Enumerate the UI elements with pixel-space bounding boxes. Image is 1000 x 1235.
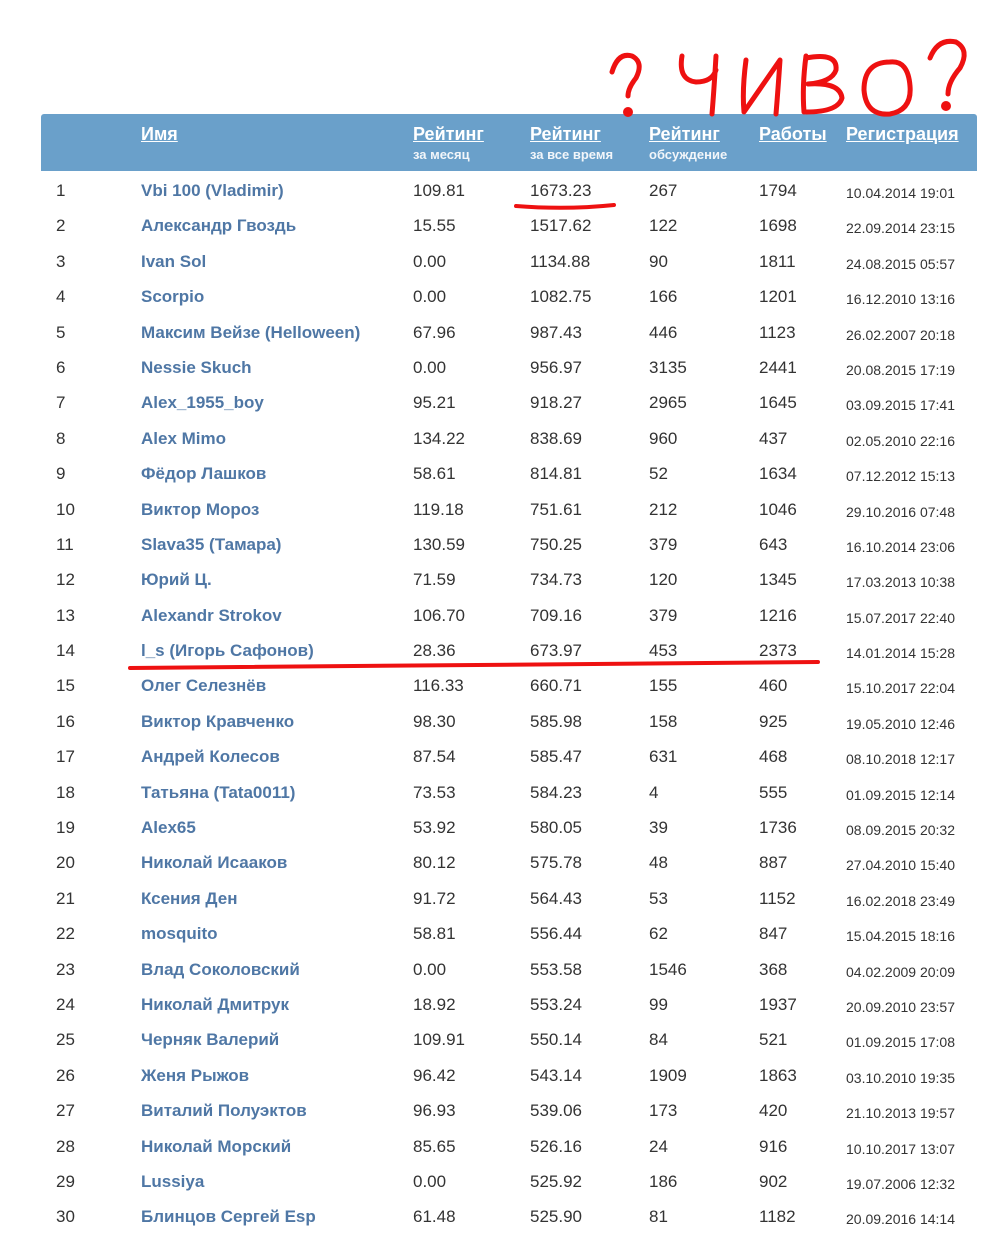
user-name-link[interactable]: Черняк Валерий — [141, 1030, 280, 1050]
row-number: 16 — [56, 711, 75, 731]
rating-month: 61.48 — [413, 1207, 456, 1227]
works-count: 1794 — [759, 181, 797, 200]
header-rating-all-sub: за все время — [530, 147, 614, 162]
registration-date: 16.12.2010 13:16 — [846, 291, 955, 308]
registration-date: 17.03.2013 10:38 — [846, 574, 955, 591]
user-name-link[interactable]: Виталий Полуэктов — [141, 1101, 307, 1121]
header-rating-discussion-sub: обсуждение — [649, 147, 728, 162]
rating-month: 85.65 — [413, 1136, 456, 1156]
row-number: 27 — [56, 1101, 75, 1121]
rating-month: 15.55 — [413, 216, 456, 236]
works-count: 1698 — [759, 216, 797, 236]
rating-month: 0.00 — [413, 959, 447, 979]
rating-discussion: 166 — [649, 287, 678, 307]
rating-all-time: 750.25 — [530, 534, 582, 554]
registration-date: 10.10.2017 13:07 — [846, 1140, 955, 1157]
works-count: 1152 — [759, 888, 796, 908]
rating-all-time: 709.16 — [530, 605, 582, 625]
user-name-link[interactable]: Ксения Ден — [141, 888, 238, 908]
rating-all-time: 550.14 — [530, 1030, 582, 1050]
user-name-link[interactable]: Николай Морский — [141, 1136, 292, 1156]
rating-discussion: 453 — [649, 641, 678, 661]
rating-discussion: 84 — [649, 1030, 668, 1050]
rating-month: 95.21 — [413, 393, 456, 413]
user-name-link[interactable]: Scorpio — [141, 287, 205, 307]
rating-discussion: 99 — [649, 994, 668, 1014]
table-row — [0, 527, 1000, 562]
table-row — [0, 952, 1000, 987]
registration-date: 14.01.2014 15:28 — [846, 645, 955, 662]
user-name-link[interactable]: Alex_1955_boy — [141, 393, 264, 413]
registration-date: 10.04.2014 19:01 — [846, 185, 955, 201]
registration-date: 15.07.2017 22:40 — [846, 609, 955, 626]
user-name-link[interactable]: Alex Mimo — [141, 428, 227, 448]
rating-discussion: 52 — [649, 464, 668, 484]
row-number: 23 — [56, 959, 75, 979]
user-name-link[interactable]: l_s (Игорь Сафонов) — [141, 641, 314, 661]
rating-all-time: 539.06 — [530, 1101, 582, 1121]
table-row — [0, 1093, 1000, 1128]
rating-discussion: 158 — [649, 711, 678, 731]
user-name-link[interactable]: Влад Соколовский — [141, 959, 300, 979]
user-name-link[interactable]: Vbi 100 (Vladimir) — [141, 181, 284, 200]
user-name-link[interactable]: Андрей Колесов — [141, 747, 280, 767]
rating-discussion: 48 — [649, 853, 668, 873]
header-rating-discussion-link[interactable]: Рейтинг — [649, 124, 720, 144]
row-number: 28 — [56, 1136, 75, 1156]
row-number: 8 — [56, 428, 66, 448]
works-count: 368 — [759, 959, 788, 979]
header-rating-month[interactable] — [413, 123, 484, 163]
rating-month: 58.61 — [413, 464, 456, 484]
registration-date: 15.10.2017 22:04 — [846, 680, 955, 697]
table-row — [0, 987, 1000, 1022]
row-number: 17 — [56, 747, 75, 767]
user-name-link[interactable]: Александр Гвоздь — [141, 216, 297, 236]
works-count: 847 — [759, 924, 788, 944]
row-number: 9 — [56, 464, 66, 484]
header-rating-all-link[interactable]: Рейтинг — [530, 124, 601, 144]
row-number: 14 — [56, 641, 75, 661]
table-row — [0, 668, 1000, 703]
user-name-link[interactable]: Николай Исааков — [141, 853, 288, 873]
registration-date: 20.08.2015 17:19 — [846, 361, 955, 378]
rating-all-time: 525.90 — [530, 1207, 582, 1227]
rating-all-time: 575.78 — [530, 853, 582, 873]
rating-all-time: 556.44 — [530, 924, 582, 944]
rating-all-time: 553.58 — [530, 959, 582, 979]
rating-all-time: 660.71 — [530, 676, 582, 696]
registration-date: 15.04.2015 18:16 — [846, 928, 955, 945]
works-count: 1736 — [759, 818, 797, 838]
registration-date: 27.04.2010 15:40 — [846, 857, 955, 874]
user-name-link[interactable]: Женя Рыжов — [141, 1065, 250, 1085]
letter-o-icon — [864, 62, 910, 114]
row-number: 15 — [56, 676, 75, 696]
user-name-link[interactable]: Максим Вейзе (Helloween) — [141, 322, 361, 342]
header-rating-month-link[interactable]: Рейтинг — [413, 124, 484, 144]
header-rating-month-sub: за месяц — [413, 147, 470, 162]
rating-month: 0.00 — [413, 1171, 447, 1191]
rating-all-time: 1673.23 — [530, 181, 592, 200]
user-name-link[interactable]: Блинцов Сергей Esp — [141, 1207, 316, 1227]
works-count: 1345 — [759, 570, 797, 590]
row-number: 22 — [56, 924, 75, 944]
rating-all-time: 1082.75 — [530, 287, 592, 307]
header-works[interactable] — [759, 123, 827, 145]
row-number: 12 — [56, 570, 75, 590]
rating-discussion: 267 — [649, 181, 678, 200]
question-dot-icon-2 — [944, 104, 949, 109]
rating-all-time: 918.27 — [530, 393, 582, 413]
works-count: 1811 — [759, 251, 796, 271]
table-row — [0, 244, 1000, 279]
table-row — [0, 881, 1000, 916]
user-name-link[interactable]: Nessie Skuch — [141, 357, 252, 377]
registration-date: 08.10.2018 12:17 — [846, 751, 955, 768]
rating-month: 67.96 — [413, 322, 456, 342]
user-name-link[interactable]: Олег Селезнёв — [141, 676, 267, 696]
header-rating-all[interactable] — [530, 123, 613, 163]
row-number: 7 — [56, 393, 66, 413]
user-name-link[interactable]: Lussiya — [141, 1171, 205, 1191]
table-row — [0, 562, 1000, 597]
rating-discussion: 122 — [649, 216, 678, 236]
table-row — [0, 208, 1000, 243]
works-count: 1216 — [759, 605, 797, 625]
rating-month: 0.00 — [413, 287, 447, 307]
user-name-link[interactable]: Николай Дмитрук — [141, 994, 289, 1014]
rating-all-time: 1517.62 — [530, 216, 592, 236]
header-name-link[interactable]: Имя — [141, 124, 178, 144]
table-row — [0, 350, 1000, 385]
registration-date: 16.02.2018 23:49 — [846, 892, 955, 909]
question-mark-icon-2 — [930, 41, 964, 94]
rating-month: 96.42 — [413, 1065, 456, 1085]
table-row — [0, 315, 1000, 350]
rating-all-time: 814.81 — [530, 464, 582, 484]
user-name-link[interactable]: Татьяна (Tata0011) — [141, 782, 296, 802]
rating-all-time: 585.98 — [530, 711, 582, 731]
rating-month: 87.54 — [413, 747, 456, 767]
works-count: 916 — [759, 1136, 788, 1156]
works-count: 1937 — [759, 994, 797, 1014]
letter-ve-icon — [803, 56, 842, 112]
rating-discussion: 1909 — [649, 1065, 687, 1085]
works-count: 460 — [759, 676, 788, 696]
row-number: 24 — [56, 994, 75, 1014]
registration-date: 01.09.2015 17:08 — [846, 1034, 955, 1051]
rating-all-time: 580.05 — [530, 818, 582, 838]
row-number: 18 — [56, 782, 75, 802]
rating-month: 71.59 — [413, 570, 456, 590]
table-row — [0, 385, 1000, 420]
letter-i-icon — [743, 60, 780, 114]
table-row — [0, 810, 1000, 845]
rating-discussion: 155 — [649, 676, 678, 696]
registration-date: 08.09.2015 20:32 — [846, 822, 955, 839]
rating-discussion: 379 — [649, 605, 678, 625]
user-name-link[interactable]: Alexandr Strokov — [141, 605, 282, 625]
row-number: 13 — [56, 605, 75, 625]
rating-all-time: 584.23 — [530, 782, 582, 802]
row-number: 4 — [56, 287, 66, 307]
table-row — [0, 1129, 1000, 1164]
row-number: 3 — [56, 251, 66, 271]
rating-discussion: 2965 — [649, 393, 687, 413]
rating-all-time: 987.43 — [530, 322, 582, 342]
user-name-link[interactable]: Виктор Мороз — [141, 499, 260, 519]
rating-discussion: 631 — [649, 747, 678, 767]
table-row — [0, 598, 1000, 633]
rating-all-time: 553.24 — [530, 994, 582, 1014]
rating-month: 109.81 — [413, 181, 465, 200]
user-name-link[interactable]: Фёдор Лашков — [141, 464, 267, 484]
row-number: 25 — [56, 1030, 75, 1050]
user-name-link[interactable]: Slava35 (Тамара) — [141, 534, 282, 554]
table-row — [0, 916, 1000, 951]
row-number: 1 — [56, 181, 66, 200]
user-name-link[interactable]: Ivan Sol — [141, 251, 207, 271]
letter-che-icon — [681, 56, 716, 114]
table-row — [0, 492, 1000, 527]
registration-date: 22.09.2014 23:15 — [846, 220, 955, 237]
table-row — [0, 279, 1000, 314]
registration-date: 29.10.2016 07:48 — [846, 503, 955, 520]
rating-discussion: 39 — [649, 818, 668, 838]
table-row — [0, 775, 1000, 810]
table-body — [0, 173, 1000, 1235]
rating-all-time: 734.73 — [530, 570, 582, 590]
rating-month: 91.72 — [413, 888, 456, 908]
user-name-link[interactable]: Alex65 — [141, 818, 196, 838]
rating-all-time: 751.61 — [530, 499, 582, 519]
rating-month: 18.92 — [413, 994, 456, 1014]
rating-all-time: 673.97 — [530, 641, 582, 661]
row-number: 19 — [56, 818, 75, 838]
registration-date: 03.09.2015 17:41 — [846, 397, 955, 414]
works-count: 643 — [759, 534, 788, 554]
rating-discussion: 62 — [649, 924, 668, 944]
registration-date: 21.10.2013 19:57 — [846, 1105, 955, 1122]
works-count: 887 — [759, 853, 788, 873]
row-number: 29 — [56, 1171, 75, 1191]
registration-date: 04.02.2009 20:09 — [846, 963, 955, 980]
rating-month: 80.12 — [413, 853, 456, 873]
rating-discussion: 81 — [649, 1207, 668, 1227]
table-row — [0, 1058, 1000, 1093]
registration-date: 16.10.2014 23:06 — [846, 538, 955, 555]
rating-discussion: 446 — [649, 322, 678, 342]
works-count: 2373 — [759, 641, 797, 661]
rating-month: 130.59 — [413, 534, 465, 554]
rating-month: 73.53 — [413, 782, 456, 802]
user-name-link[interactable]: Виктор Кравченко — [141, 711, 295, 731]
table-row — [0, 739, 1000, 774]
rating-discussion: 173 — [649, 1101, 678, 1121]
table-row — [0, 421, 1000, 456]
rating-all-time: 525.92 — [530, 1171, 582, 1191]
table-row — [0, 1199, 1000, 1234]
rating-all-time: 585.47 — [530, 747, 582, 767]
row-number: 11 — [56, 534, 74, 554]
rating-all-time: 543.14 — [530, 1065, 582, 1085]
table-row — [0, 1164, 1000, 1199]
user-name-link[interactable]: mosquito — [141, 924, 218, 944]
rating-all-time: 838.69 — [530, 428, 582, 448]
registration-date: 26.02.2007 20:18 — [846, 326, 955, 343]
row-number: 21 — [56, 888, 75, 908]
registration-date: 24.08.2015 05:57 — [846, 255, 955, 272]
rating-all-time: 956.97 — [530, 357, 582, 377]
works-count: 1634 — [759, 464, 797, 484]
row-number: 26 — [56, 1065, 75, 1085]
table-row — [0, 1022, 1000, 1057]
works-count: 1863 — [759, 1065, 797, 1085]
question-mark-icon — [612, 55, 639, 96]
rating-discussion: 186 — [649, 1171, 678, 1191]
header-registration[interactable] — [846, 123, 959, 145]
rating-discussion: 120 — [649, 570, 678, 590]
rating-discussion: 1546 — [649, 959, 687, 979]
row-number: 30 — [56, 1207, 75, 1227]
registration-date: 01.09.2015 12:14 — [846, 786, 955, 803]
works-count: 521 — [759, 1030, 788, 1050]
rating-month: 109.91 — [413, 1030, 465, 1050]
works-count: 437 — [759, 428, 788, 448]
table-row — [0, 173, 1000, 208]
table-header — [41, 114, 977, 171]
rating-month: 0.00 — [413, 251, 447, 271]
rating-month: 53.92 — [413, 818, 456, 838]
works-count: 2441 — [759, 357, 797, 377]
rating-discussion: 3135 — [649, 357, 687, 377]
table-row — [0, 704, 1000, 739]
rating-all-time: 1134.88 — [530, 251, 591, 271]
rating-month: 134.22 — [413, 428, 465, 448]
registration-date: 03.10.2010 19:35 — [846, 1069, 955, 1086]
header-name[interactable] — [141, 123, 178, 145]
table-row — [0, 845, 1000, 880]
row-number: 10 — [56, 499, 75, 519]
works-count: 925 — [759, 711, 788, 731]
header-registration-link[interactable]: Регистрация — [846, 124, 959, 144]
table-row — [0, 456, 1000, 491]
works-count: 1201 — [759, 287, 797, 307]
works-count: 1123 — [759, 322, 796, 342]
row-number: 20 — [56, 853, 75, 873]
registration-date: 07.12.2012 15:13 — [846, 468, 955, 485]
works-count: 420 — [759, 1101, 788, 1121]
rating-discussion: 379 — [649, 534, 678, 554]
header-rating-discussion[interactable] — [649, 123, 727, 163]
rating-discussion: 53 — [649, 888, 668, 908]
works-count: 1645 — [759, 393, 797, 413]
user-name-link[interactable]: Юрий Ц. — [141, 570, 212, 590]
rating-month: 116.33 — [413, 676, 464, 696]
works-count: 1046 — [759, 499, 797, 519]
rating-month: 28.36 — [413, 641, 456, 661]
rating-month: 0.00 — [413, 357, 447, 377]
row-number: 2 — [56, 216, 66, 236]
registration-date: 19.07.2006 12:32 — [846, 1175, 955, 1192]
rating-month: 106.70 — [413, 605, 465, 625]
registration-date: 20.09.2016 14:14 — [846, 1211, 955, 1228]
rating-discussion: 90 — [649, 251, 668, 271]
rating-month: 58.81 — [413, 924, 456, 944]
annotation-question-text — [612, 41, 964, 114]
registration-date: 20.09.2010 23:57 — [846, 998, 955, 1015]
rating-all-time: 564.43 — [530, 888, 582, 908]
table-row — [0, 633, 1000, 668]
header-works-link[interactable]: Работы — [759, 124, 827, 144]
rating-month: 119.18 — [413, 499, 464, 519]
rating-month: 98.30 — [413, 711, 456, 731]
rating-discussion: 24 — [649, 1136, 668, 1156]
works-count: 902 — [759, 1171, 788, 1191]
rating-month: 96.93 — [413, 1101, 456, 1121]
rating-discussion: 212 — [649, 499, 678, 519]
registration-date: 02.05.2010 22:16 — [846, 432, 955, 449]
works-count: 1182 — [759, 1207, 796, 1227]
rating-all-time: 526.16 — [530, 1136, 582, 1156]
row-number: 6 — [56, 357, 66, 377]
registration-date: 19.05.2010 12:46 — [846, 715, 955, 732]
rating-discussion: 960 — [649, 428, 678, 448]
rating-discussion: 4 — [649, 782, 659, 802]
works-count: 555 — [759, 782, 788, 802]
row-number: 5 — [56, 322, 66, 342]
works-count: 468 — [759, 747, 788, 767]
